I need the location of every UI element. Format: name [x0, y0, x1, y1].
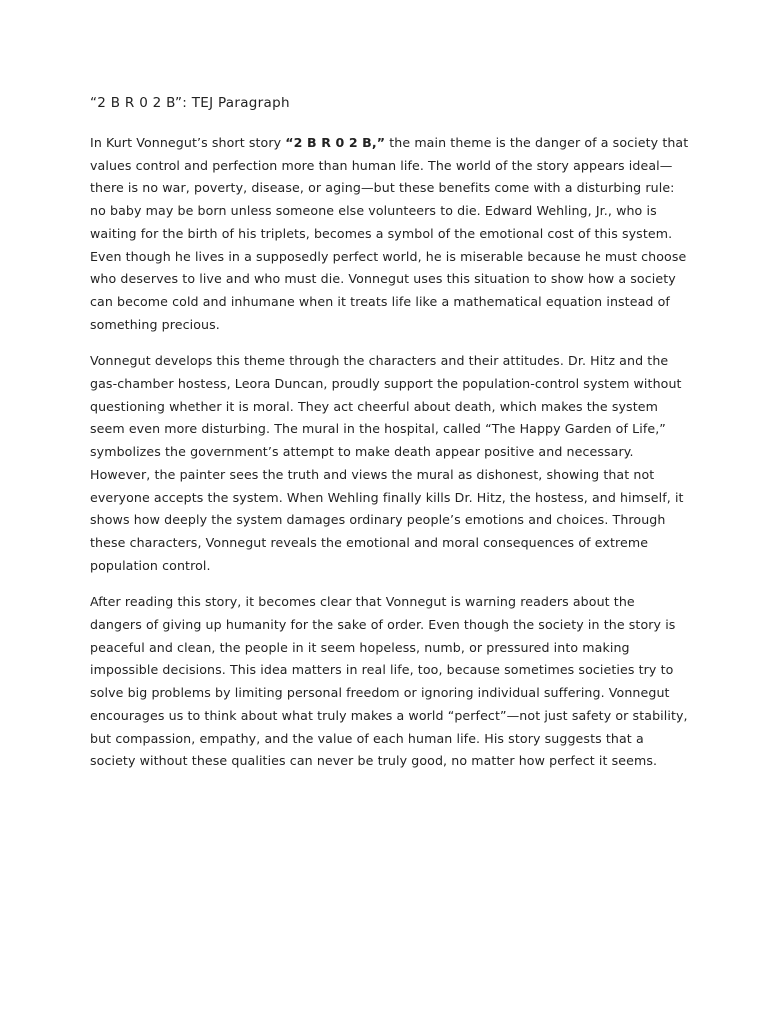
paragraph-1 [90, 132, 690, 336]
paragraph-1-intro: In Kurt Vonnegut’s short story [90, 135, 286, 150]
paragraph-1-body: the main theme is the danger of a society that values control and perfection more than human life. The world of the story appears ideal—there is no war, poverty, disease, or aging—but these benefits come with a disturbing rule: no baby may be born unless someone else volunteers to die. Edward Wehling, Jr., who is waiting for the birth of his triplets, becomes a symbol of the emotional cost of this system. Even though he lives in a supposedly perfect world, he is miserable because he must choose who deserves to live and who must die. Vonnegut uses this situation to show how a society can become cold and inhumane when it treats life like a mathematical equation instead of something precious. [90, 135, 689, 332]
document-page [90, 91, 690, 787]
document-title: “2 B R 0 2 B”: TEJ Paragraph [90, 95, 290, 111]
story-title: “2 B R 0 2 B,” [285, 135, 386, 150]
paragraph-3: After reading this story, it becomes clear that Vonnegut is warning readers about the dangers of giving up humanity for the sake of order. Even though the society in the story is peaceful and clean, the people in it seem hopeless, numb, or pressured into making impossible decisions. This idea matters in real life, too, because sometimes societies try to solve big problems by limiting personal freedom or ignoring individual suffering. Vonnegut encourages us to think about what truly makes a world “perfect”—not just safety or stability, but compassion, empathy, and the value of each human life. His story suggests that a society without these qualities can never be truly good, no matter how perfect it seems. [90, 594, 688, 769]
paragraph-2: Vonnegut develops this theme through the characters and their attitudes. Dr. Hitz and the gas-chamber hostess, Leora Duncan, proudly support the population-control system without questioning whether it is moral. They act cheerful about death, which makes the system seem even more disturbing. The mural in the hospital, called “The Happy Garden of Life,” symbolizes the government’s attempt to make death appear positive and necessary. However, the painter sees the truth and views the mural as dishonest, showing that not everyone accepts the system. When Wehling finally kills Dr. Hitz, the hostess, and himself, it shows how deeply the system damages ordinary people’s emotions and choices. Through these characters, Vonnegut reveals the emotional and moral consequences of extreme population control. [90, 353, 684, 573]
